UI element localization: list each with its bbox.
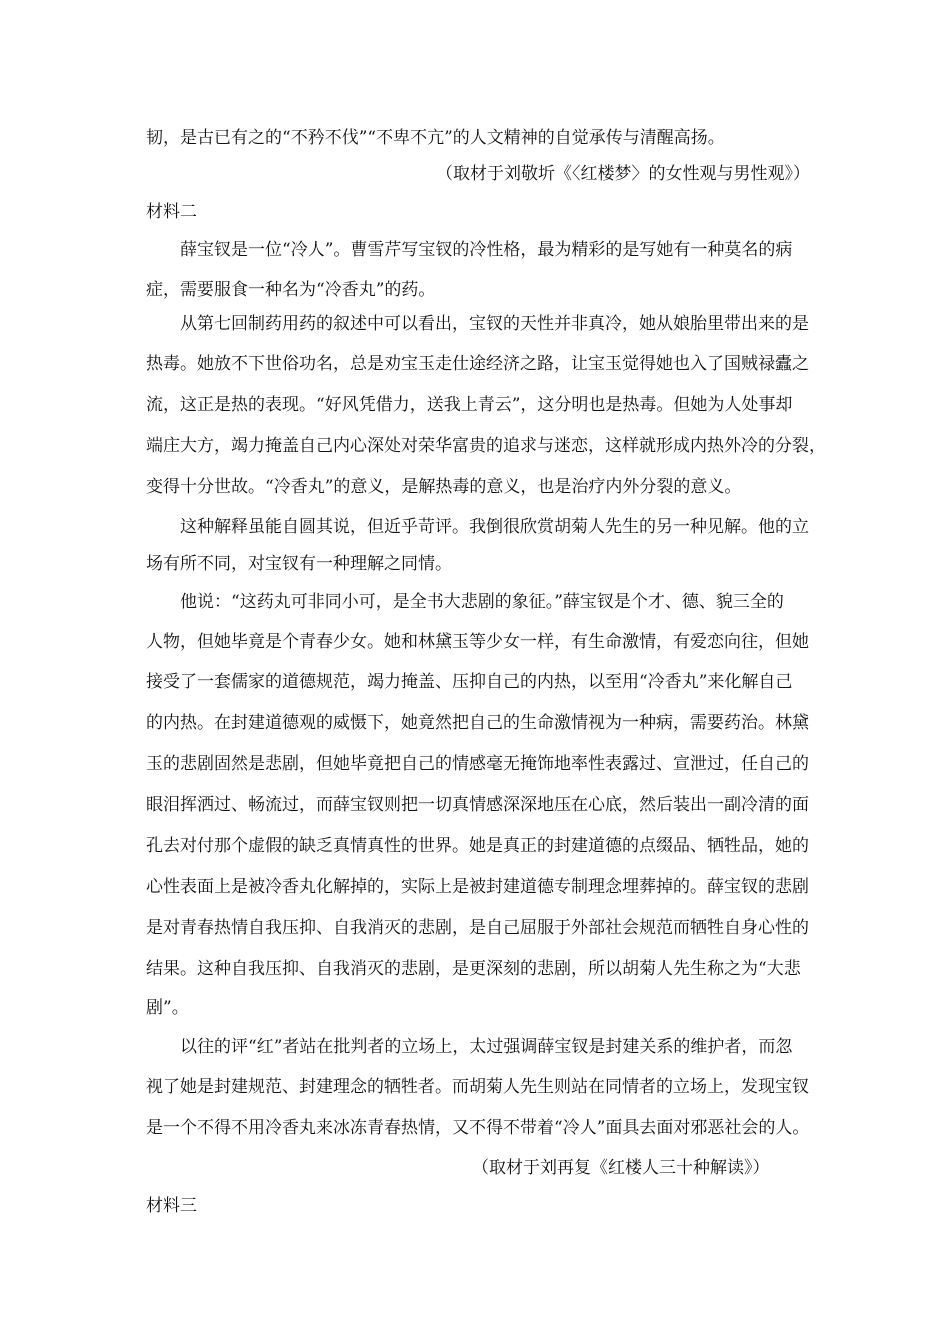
paragraph-line: 症，需要服食一种名为“冷香丸”的药。 [146, 280, 436, 300]
paragraph-line: 心性表面上是被冷香丸化解掉的，实际上是被封建道德专制理念埋葬掉的。薛宝钗的悲剧 [146, 877, 809, 897]
paragraph-line: 视了她是封建规范、封建理念的牺牲者。而胡菊人先生则站在同情者的立场上，发现宝钗 [146, 1077, 809, 1097]
paragraph-line: 以往的评“红”者站在批判者的立场上，太过强调薛宝钗是封建关系的维护者，而忽 [180, 1037, 793, 1057]
paragraph-line: 韧，是古已有之的“不矜不伐”“不卑不亢”的人文精神的自觉承传与清醒高扬。 [146, 128, 725, 148]
paragraph-line: 玉的悲剧固然是悲剧，但她毕竟把自己的情感毫无掩饰地率性表露过、宣泄过，任自己的 [146, 754, 809, 774]
paragraph-line: 孔去对付那个虚假的缺乏真情真性的世界。她是真正的封建道德的点缀品、牺牲品，她的 [146, 836, 809, 856]
paragraph-line: 剧”。 [146, 998, 189, 1018]
section-heading: 材料二 [146, 202, 197, 222]
section-heading: 材料三 [146, 1196, 197, 1216]
paragraph-line: 眼泪挥洒过、畅流过，而薛宝钗则把一切真情感深深地压在心底，然后装出一副冷清的面 [146, 795, 809, 815]
paragraph-line: 流，这正是热的表现。“好风凭借力，送我上青云”，这分明也是热毒。但她为人处事却 [146, 395, 793, 415]
paragraph-line: 人物，但她毕竟是个青春少女。她和林黛玉等少女一样，有生命激情，有爱恋向往，但她 [146, 632, 809, 652]
paragraph-line: 是一个不得不用冷香丸来冰冻青春热情，又不得不带着“冷人”面具去面对邪恶社会的人。 [146, 1118, 810, 1138]
source-citation: （取材于刘再复《红楼人三十种解读》） [472, 1158, 770, 1178]
source-citation: （取材于刘敬圻《〈红楼梦〉的女性观与男性观》） [436, 164, 810, 184]
paragraph-line: 场有所不同，对宝钗有一种理解之同情。 [146, 554, 452, 574]
paragraph-line: 他说：“这药丸可非同小可，是全书大悲剧的象征。”薛宝钗是个才、德、貌三全的 [180, 592, 784, 612]
paragraph-line: 接受了一套儒家的道德规范，竭力掩盖、压抑自己的内热，以至用“冷香丸”来化解自己 [146, 672, 793, 692]
paragraph-line: 这种解释虽能自圆其说，但近乎苛评。我倒很欣赏胡菊人先生的另一种见解。他的立 [180, 517, 809, 537]
paragraph-line: 是对青春热情自我压抑、自我消灭的悲剧，是自己屈服于外部社会规范而牺牲自身心性的 [146, 918, 809, 938]
paragraph-line: 热毒。她放不下世俗功名，总是劝宝玉走仕途经济之路，让宝玉觉得她也入了国贼禄蠹之 [146, 354, 809, 374]
paragraph-line: 结果。这种自我压抑、自我消灭的悲剧，是更深刻的悲剧，所以胡菊人先生称之为“大悲 [146, 959, 801, 979]
paragraph-line: 的内热。在封建道德观的威慑下，她竟然把自己的生命激情视为一种病，需要药治。林黛 [146, 713, 809, 733]
paragraph-line: 变得十分世故。“冷香丸”的意义，是解热毒的意义，也是治疗内外分裂的意义。 [146, 477, 742, 497]
paragraph-line: 端庄大方，竭力掩盖自己内心深处对荣华富贵的追求与迷恋，这样就形成内热外冷的分裂， [146, 436, 826, 456]
paragraph-line: 薛宝钗是一位“冷人”。曹雪芹写宝钗的冷性格，最为精彩的是写她有一种莫名的病 [180, 240, 793, 260]
paragraph-line: 从第七回制药用药的叙述中可以看出，宝钗的天性并非真冷，她从娘胎里带出来的是 [180, 314, 809, 334]
